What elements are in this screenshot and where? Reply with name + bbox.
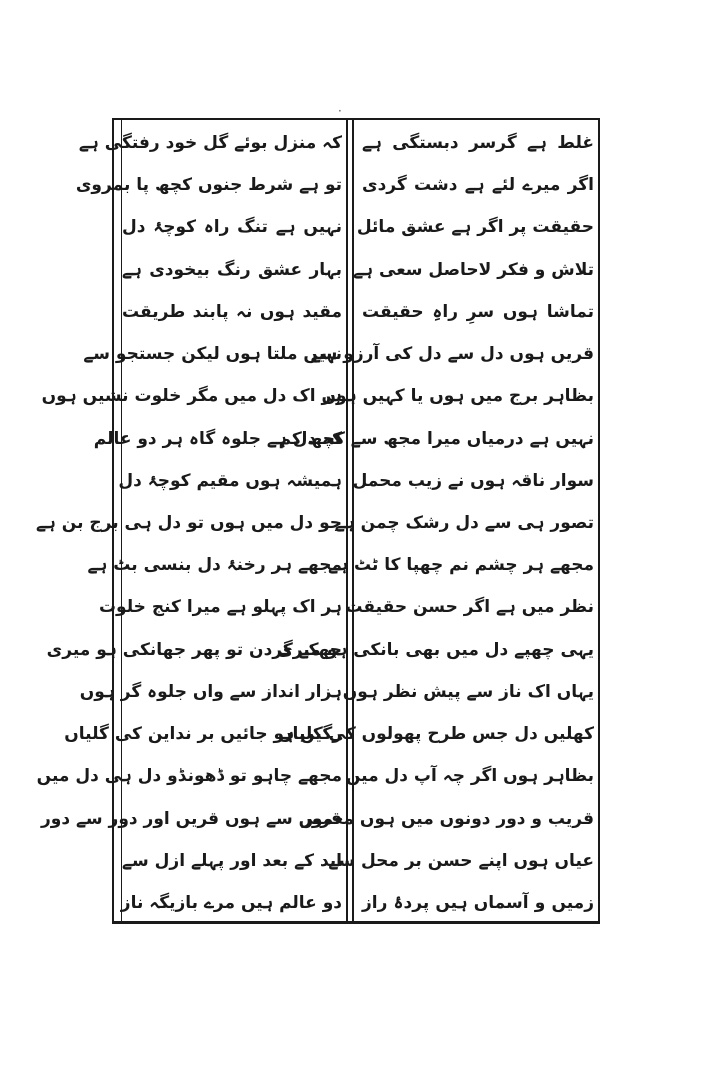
verse-line: دو عالم ہیں مرے بازیگہ ناز [120,892,342,913]
verse-line: ابد کے بعد اور پہلے ازل سے [122,850,342,871]
verse-line: قریں سے ہوں قریں اور دور سے دور [40,808,342,829]
verse-line: مقید ہوں نہ پابند طریقت [122,301,342,322]
verse-line: نہیں ملتا ہوں لیکن جستجو سے [83,344,342,365]
verse-line: ہر اک پہلو ہے میرا کنج خلوت [98,597,342,618]
verse-line: بظاہر ہوں اگر چہ آپ دل میں [345,766,594,787]
verse-line: حقیقت پر اگر ہے عشق مائل [356,217,594,238]
verse-line: نظر میں ہے اگر حسن حقیقت [345,597,594,618]
verse-line: بہار عشق رنگ بیخودی ہے [122,259,342,280]
verse-line: کہ دل ہے جلوہ گاہ ہر دو عالم [93,428,342,449]
verse-line: مجھے ہر رخنۂ دل بنسی بٹ ہے [87,555,342,576]
verse-line: ہر اک دل میں مگر خلوت نشیں ہوں [41,386,342,407]
right-column [277,128,594,918]
verse-line: جو دل میں ہوں تو دل ہی برج بن ہے [35,512,342,533]
verse-line: زمیں و آسماں ہیں پردۂ راز [362,892,594,913]
verse-line: ہزار انداز سے واں جلوہ گر ہوں [79,681,342,702]
verse-line: جھکے گردن تو پھر جھانکی ہو میری [46,639,342,660]
verse-line: رگیں ہو جائیں بر نداین کی گلیاں [64,724,342,745]
verse-line: بظاہر برج میں ہوں یا کہیں ہوں [321,386,594,407]
verse-line: مجھے ہر چشم نم چھپا کا ٹٹ ہے [328,555,594,576]
verse-line: قریں ہوں دل سے دل کی آرزو سے [310,344,594,365]
verse-line: غلط ہے گرسر دبستگی ہے [362,133,594,153]
verse-line: تصور ہی سے دل رشک چمن ہے [334,512,594,533]
verse-line: تو ہے شرط جنوں کچھ پا بمروی [75,175,342,196]
verse-line: نہیں ہے تنگ راہ کوچۂ دل [122,217,342,238]
verse-line: کہ منزل بوئے گل خود رفتگی ہے [78,133,342,153]
verse-line: کھلیں دل جس طرح پھولوں کی کلیاں [278,724,594,745]
verse-line: قریب و دور دونوں میں ہوں معمور [302,808,594,829]
verse-line: مجھے چاہو تو ڈھونڈو دل ہی دل میں [36,766,342,787]
top-mark: · [338,104,342,118]
verse-line: نہیں ہے درمیاں میرا مجھ سے کچھ کم [278,428,594,449]
verse-line: تلاش و فکر لاحاصل سعی ہے [353,259,594,280]
verse-line: سوار ناقہ ہوں نے زیب محمل [352,470,594,491]
verse-line: اگر میرے لئے ہے دشت گردی [362,175,594,196]
verse-line: عیاں ہوں اپنے حسن بر محل سے [328,850,594,871]
verse-line: ہمیشہ ہوں مقیم کوچۂ دل [118,470,342,491]
verse-line: یہی چھپے دل میں بھی بانکی ہو میری [277,639,594,660]
left-column [35,128,342,918]
verse-line: یہاں اک ناز سے پیش نظر ہوں [342,681,594,702]
verse-line: تماشا ہوں سرِ راہِ حقیقت [362,301,594,322]
